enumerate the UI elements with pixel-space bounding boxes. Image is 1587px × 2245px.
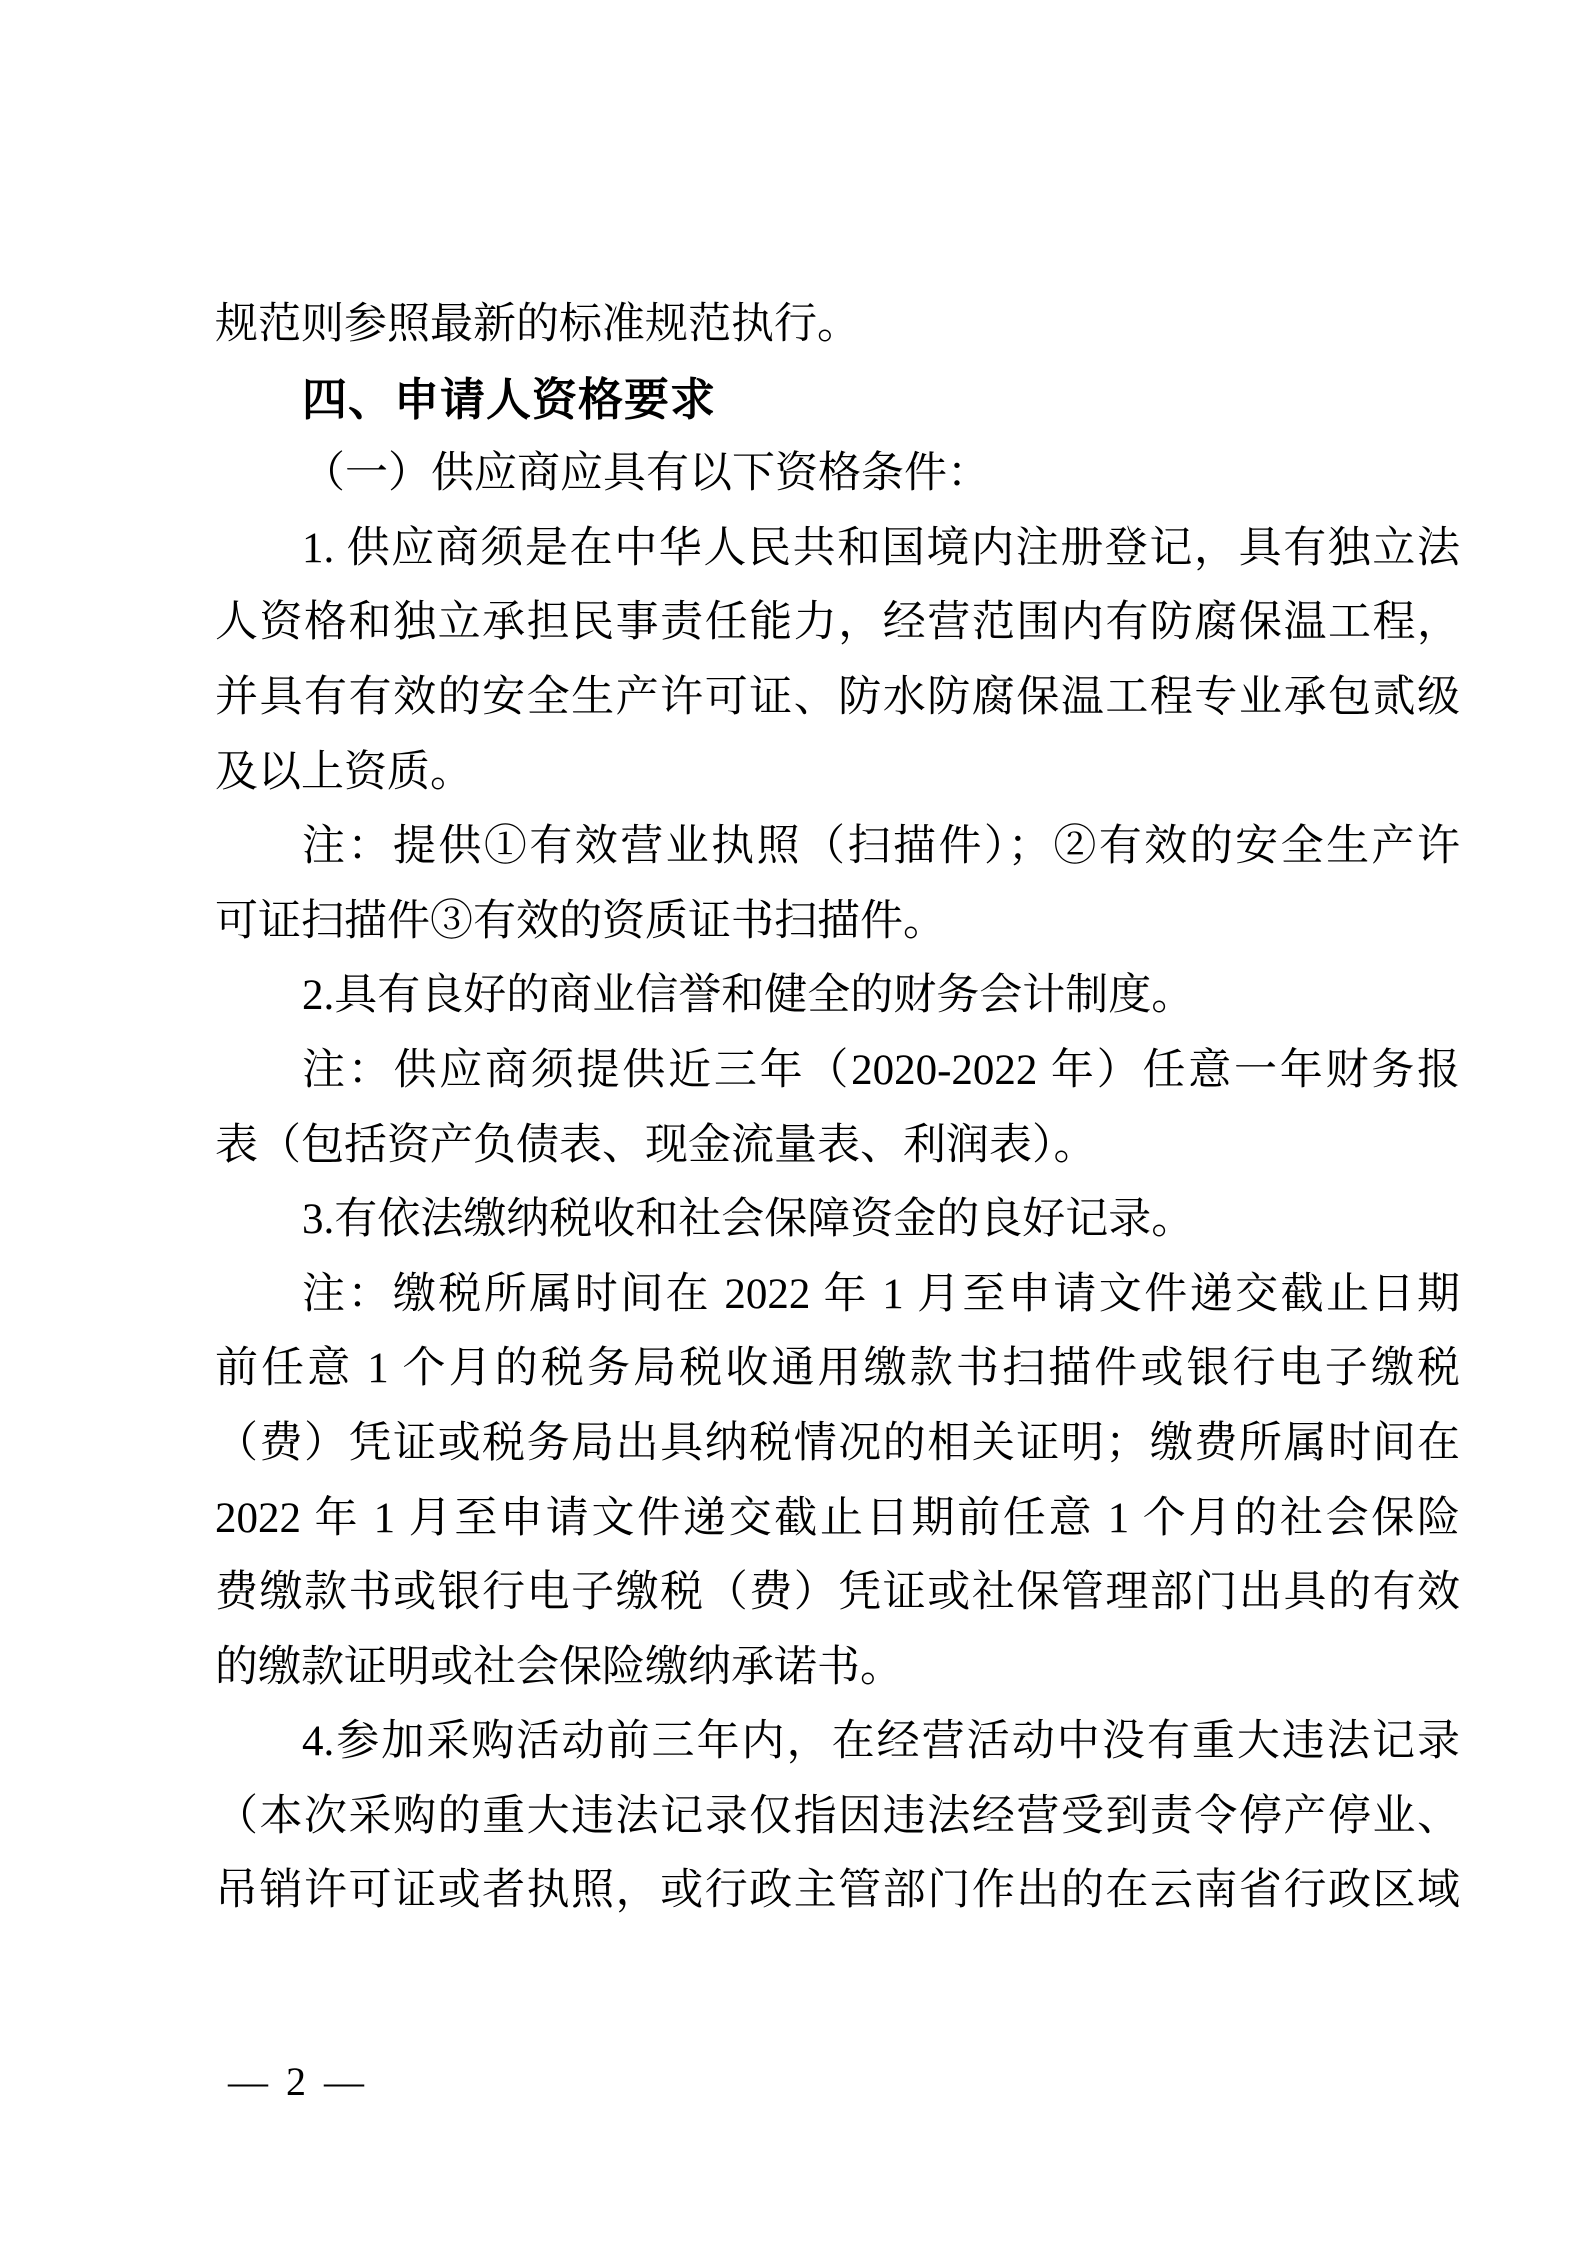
text-line: 4.参加采购活动前三年内，在经营活动中没有重大违法记录 (302, 1718, 1460, 1766)
text-line: 及以上资质。 (215, 748, 473, 796)
text-line: 前任意 1 个月的税务局税收通用缴款书扫描件或银行电子缴税 (215, 1345, 1460, 1393)
document-body (215, 288, 1460, 1929)
text-line: 表（包括资产负债表、现金流量表、利润表）。 (215, 1121, 1097, 1169)
text-line: （本次采购的重大违法记录仅指因违法经营受到责令停产停业、 (215, 1792, 1460, 1840)
section-heading: 四、申请人资格要求 (302, 373, 717, 425)
text-line: 注：提供①有效营业执照（扫描件）；②有效的安全生产许 (302, 823, 1460, 871)
text-line: （费）凭证或税务局出具纳税情况的相关证明；缴费所属时间在 (215, 1419, 1460, 1467)
text-line: 吊销许可证或者执照，或行政主管部门作出的在云南省行政区域 (215, 1867, 1460, 1915)
text-line: 2.具有良好的商业信誉和健全的财务会计制度。 (302, 972, 1195, 1020)
text-line: 注：供应商须提供近三年（2020-2022 年）任意一年财务报 (302, 1046, 1460, 1094)
text-line: 并具有有效的安全生产许可证、防水防腐保温工程专业承包贰级 (215, 673, 1460, 721)
text-line: 人资格和独立承担民事责任能力，经营范围内有防腐保温工程， (215, 599, 1460, 647)
text-line: 可证扫描件③有效的资质证书扫描件。 (215, 897, 946, 945)
text-line: 规范则参照最新的标准规范执行。 (215, 301, 860, 348)
text-line: 3.有依法缴纳税收和社会保障资金的良好记录。 (302, 1196, 1195, 1244)
text-line: 的缴款证明或社会保险缴纳承诺书。 (215, 1643, 903, 1691)
text-line: （一）供应商应具有以下资格条件： (302, 450, 990, 498)
text-line: 费缴款书或银行电子缴税（费）凭证或社保管理部门出具的有效 (215, 1569, 1460, 1617)
text-line: 注：缴税所属时间在 2022 年 1 月至申请文件递交截止日期 (302, 1270, 1460, 1318)
page-number-footer: — 2 — (228, 2059, 368, 2104)
text-line: 1. 供应商须是在中华人民共和国境内注册登记，具有独立法 (302, 524, 1460, 572)
text-line: 2022 年 1 月至申请文件递交截止日期前任意 1 个月的社会保险 (215, 1494, 1460, 1542)
